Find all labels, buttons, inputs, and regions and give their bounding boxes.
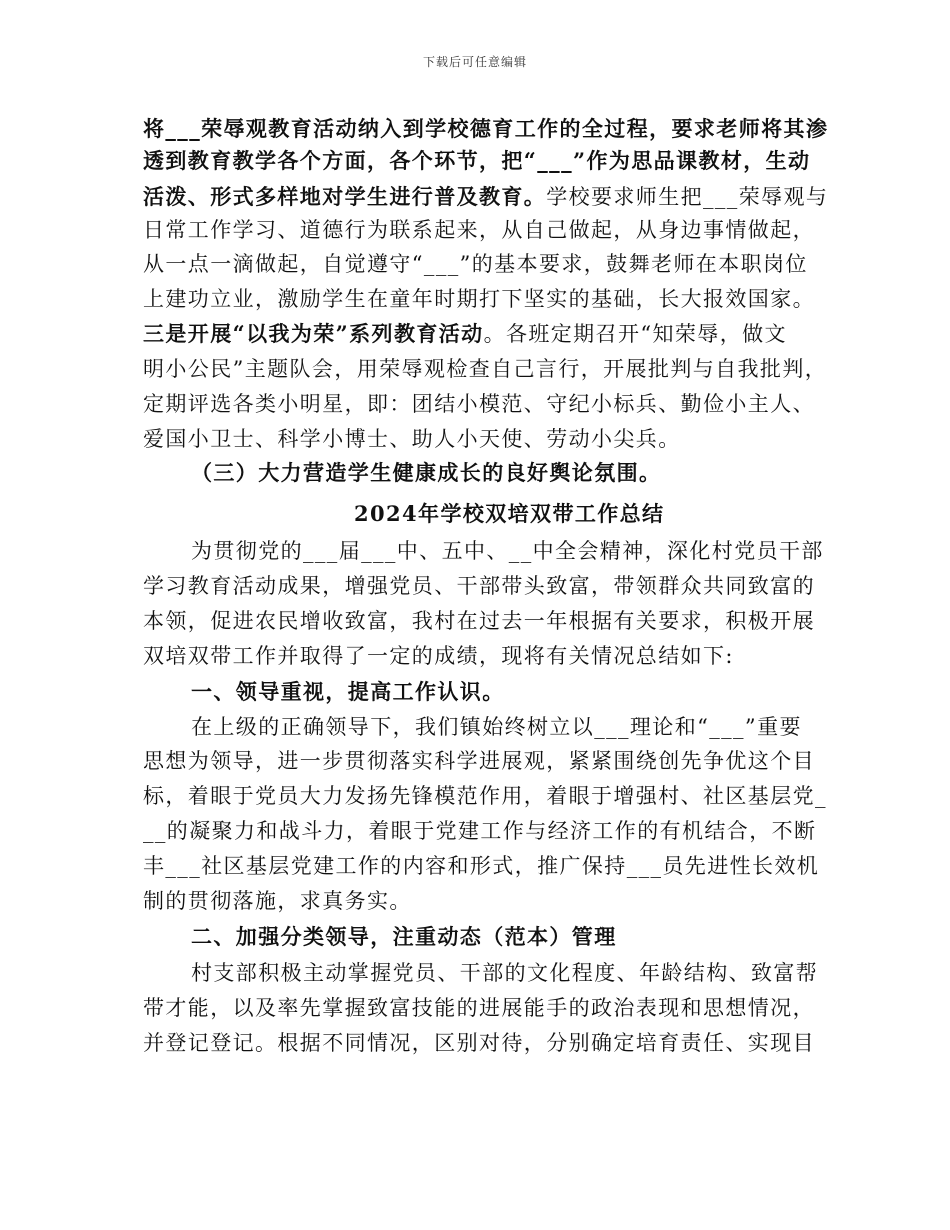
text-line — [191, 712, 802, 742]
text-line — [143, 354, 827, 384]
text-line — [143, 886, 412, 916]
text-line — [143, 182, 828, 212]
text-line — [191, 536, 824, 566]
text-segment: 村支部积极主动掌握党员、干部的文化程度、年龄结构、致富帮 — [191, 961, 819, 985]
text-line — [143, 781, 827, 811]
text-line — [143, 249, 808, 279]
text-segment: 双培双带工作并取得了一定的成绩，现将有关情况总结如下: — [143, 644, 734, 668]
text-line — [354, 499, 664, 529]
text-line — [143, 1028, 815, 1058]
text-line — [143, 746, 815, 776]
text-segment: 标，着眼于党员大力发扬先锋模范作用，着眼于增强村、社区基层党_ — [143, 784, 827, 808]
text-line — [143, 389, 815, 419]
text-segment: 在上级的正确领导下，我们镇始终树立以___理论和“___”重要 — [191, 715, 802, 739]
text-line — [143, 571, 815, 601]
text-line — [143, 284, 815, 314]
text-segment: 学习教育活动成果，增强党员、干部带头致富，带领群众共同致富的 — [143, 574, 815, 598]
text-line — [143, 851, 819, 881]
text-segment: 上建功立业，激励学生在童年时期打下坚实的基础，长大报效国家。 — [143, 287, 815, 311]
text-line — [143, 424, 681, 454]
bold-text-segment: 将___荣辱观教育活动纳入到学校德育工作的全过程，要求老师将其渗 — [143, 116, 829, 141]
text-line — [143, 114, 828, 144]
text-segment: 丰___社区基层党建工作的内容和形式，推广保持___员先进性长效机 — [143, 854, 820, 878]
text-line — [143, 816, 816, 846]
text-line — [143, 606, 815, 636]
text-segment: 明小公民”主题队会，用荣辱观检查自己言行，开展批判与自我批判， — [143, 357, 828, 381]
text-line — [191, 922, 617, 952]
text-segment: 本领，促进农民增收致富，我村在过去一年根据有关要求，积极开展 — [143, 609, 815, 633]
text-segment: 带才能，以及率先掌握致富技能的进展能手的政治表现和思想情况， — [143, 996, 815, 1020]
text-segment: 并登记登记。根据不同情况，区别对待，分别确定培育责任、实现目 — [143, 1031, 815, 1055]
bold-text-segment: 活泼、形式多样地对学生进行普及教育。 — [143, 184, 547, 209]
text-segment: 。各班定期召开“知荣辱，做文 — [483, 322, 787, 346]
text-line — [143, 215, 815, 245]
bold-text-segment: 透到教育教学各个方面，各个环节，把“___”作为思品课教材，生动 — [143, 148, 811, 173]
text-segment: 制的贯彻落施，求真务实。 — [143, 889, 412, 913]
text-line — [143, 993, 815, 1023]
text-segment: 从一点一滴做起，自觉遵守“___”的基本要求，鼓舞老师在本职岗位 — [143, 252, 808, 276]
bold-text-segment: 2024年学校双培双带工作总结 — [354, 501, 665, 526]
text-line — [143, 146, 810, 176]
text-segment: __的凝聚力和战斗力，着眼于党建工作与经济工作的有机结合，不断 — [143, 819, 817, 843]
text-segment: 思想为领导，进一步贯彻落实科学进展观，紧紧围绕创先争优这个目 — [143, 749, 815, 773]
page-header: 下载后可任意编辑 — [422, 55, 527, 69]
bold-text-segment: （三）大力营造学生健康成长的良好舆论氛围。 — [191, 460, 662, 485]
text-line — [191, 677, 505, 707]
text-segment: 为贯彻党的___届___中、五中、__中全会精神，深化村党员干部 — [191, 539, 824, 563]
text-segment: 爱国小卫士、科学小博士、助人小天使、劳动小尖兵。 — [143, 427, 681, 451]
text-segment: 学校要求师生把___荣辱观与 — [546, 185, 829, 209]
bold-text-segment: 三是开展“以我为荣”系列教育活动 — [143, 321, 484, 346]
text-line — [191, 458, 661, 488]
bold-text-segment: 一、领导重视，提高工作认识。 — [191, 679, 505, 704]
text-segment: 日常工作学习、道德行为联系起来，从自己做起，从身边事情做起， — [143, 218, 815, 242]
text-segment: 定期评选各类小明星，即：团结小模范、守纪小标兵、勤俭小主人、 — [143, 392, 815, 416]
bold-text-segment: 二、加强分类领导，注重动态（范本）管理 — [191, 924, 617, 949]
text-line — [191, 958, 818, 988]
text-line — [143, 319, 787, 349]
text-line — [143, 641, 734, 671]
